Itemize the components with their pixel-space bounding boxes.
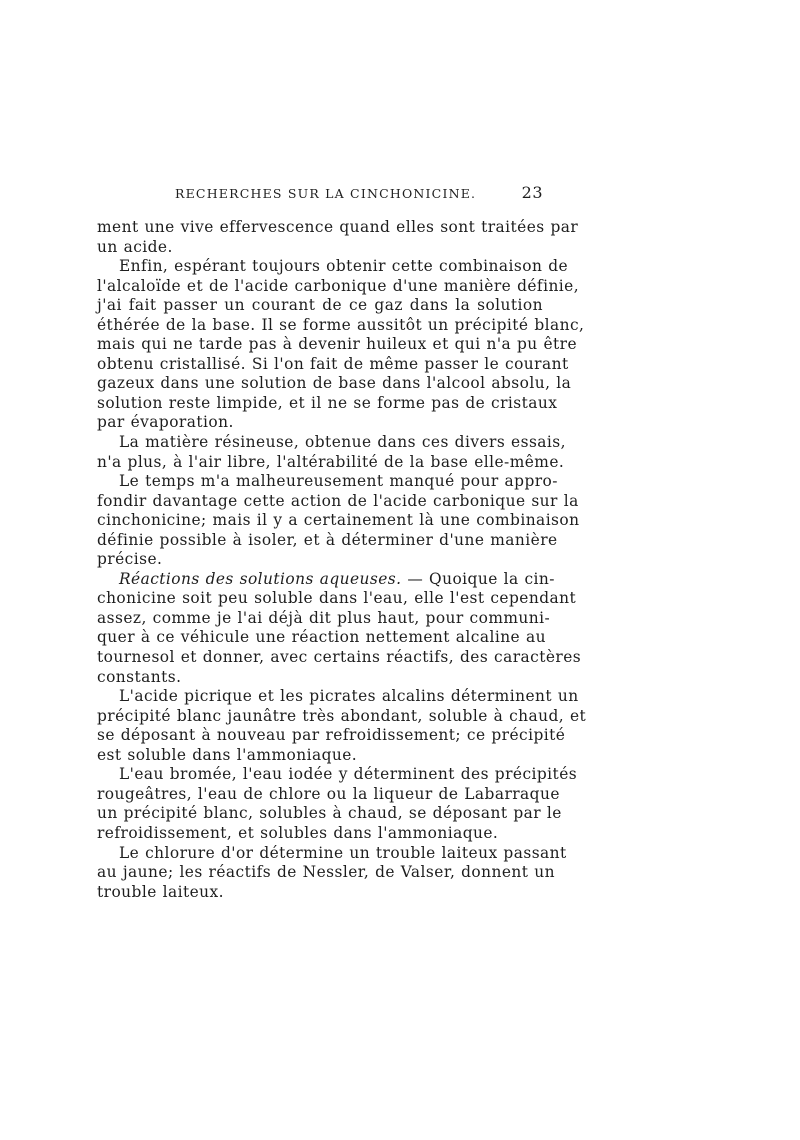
text-line: refroidissement, et solubles dans l'ammoniaque.: [97, 823, 499, 842]
text-line: fondir davantage cette action de l'acide carbonique sur la: [97, 491, 579, 510]
text-line: assez, comme je l'ai déjà dit plus haut, pour communi-: [97, 608, 551, 627]
text-line: gazeux dans une solution de base dans l'alcool absolu, la: [97, 374, 572, 393]
text-line: Le chlorure d'or détermine un trouble laiteux passant: [119, 843, 567, 862]
text-line: quer à ce véhicule une réaction nettement alcaline au: [97, 628, 546, 647]
text-line: trouble laiteux.: [97, 882, 224, 901]
text-line: un acide.: [97, 237, 173, 256]
text-line: j'ai fait passer un courant de ce gaz dans la solution: [97, 296, 543, 315]
italic-heading: Réactions des solutions aqueuses.: [119, 569, 402, 588]
text-line: l'alcaloïde et de l'acide carbonique d'une manière définie,: [97, 276, 580, 295]
line-text: — Quoique la cin-: [401, 569, 555, 588]
text-line: solution reste limpide, et il ne se forme pas de cristaux: [97, 393, 558, 412]
text-line: constants.: [97, 667, 182, 686]
page-header: [175, 183, 543, 208]
text-line: définie possible à isoler, et à déterminer d'une manière: [97, 530, 558, 549]
text-line: chonicine soit peu soluble dans l'eau, elle l'est cependant: [97, 589, 577, 608]
text-line: précipité blanc jaunâtre très abondant, soluble à chaud, et: [97, 706, 587, 725]
text-line: L'acide picrique et les picrates alcalins déterminent un: [119, 687, 579, 706]
text-line: ment une vive effervescence quand elles sont traitées par: [97, 218, 579, 236]
text-line: cinchonicine; mais il y a certainement là une combinaison: [97, 511, 580, 530]
text-line: [97, 569, 555, 590]
text-line: est soluble dans l'ammoniaque.: [97, 745, 358, 764]
running-title: RECHERCHES SUR LA CINCHONICINE.: [175, 186, 477, 201]
text-line: La matière résineuse, obtenue dans ces divers essais,: [119, 433, 566, 452]
body-text: [97, 218, 587, 902]
text-line: tournesol et donner, avec certains réactifs, des caractères: [97, 648, 582, 667]
text-line: L'eau bromée, l'eau iodée y déterminent des précipités: [119, 765, 578, 784]
text-line: précise.: [97, 550, 163, 569]
text-line: obtenu cristallisé. Si l'on fait de même passer le courant: [97, 354, 569, 373]
text-line: au jaune; les réactifs de Nessler, de Valser, donnent un: [97, 863, 555, 882]
text-line: Le temps m'a malheureusement manqué pour appro-: [119, 472, 558, 491]
text-line: se déposant à nouveau par refroidissement; ce précipité: [97, 726, 566, 745]
text-line: un précipité blanc, solubles à chaud, se déposant par le: [97, 804, 562, 823]
text-line: rougeâtres, l'eau de chlore ou la liqueur de Labarraque: [97, 784, 560, 803]
page-number: 23: [521, 183, 543, 202]
text-line: par évaporation.: [97, 413, 234, 432]
text-line: éthérée de la base. Il se forme aussitôt un précipité blanc,: [97, 315, 585, 334]
text-line: Enfin, espérant toujours obtenir cette combinaison de: [119, 257, 569, 276]
text-line: n'a plus, à l'air libre, l'altérabilité de la base elle-même.: [97, 452, 565, 471]
text-line: mais qui ne tarde pas à devenir huileux et qui n'a pu être: [97, 335, 578, 354]
